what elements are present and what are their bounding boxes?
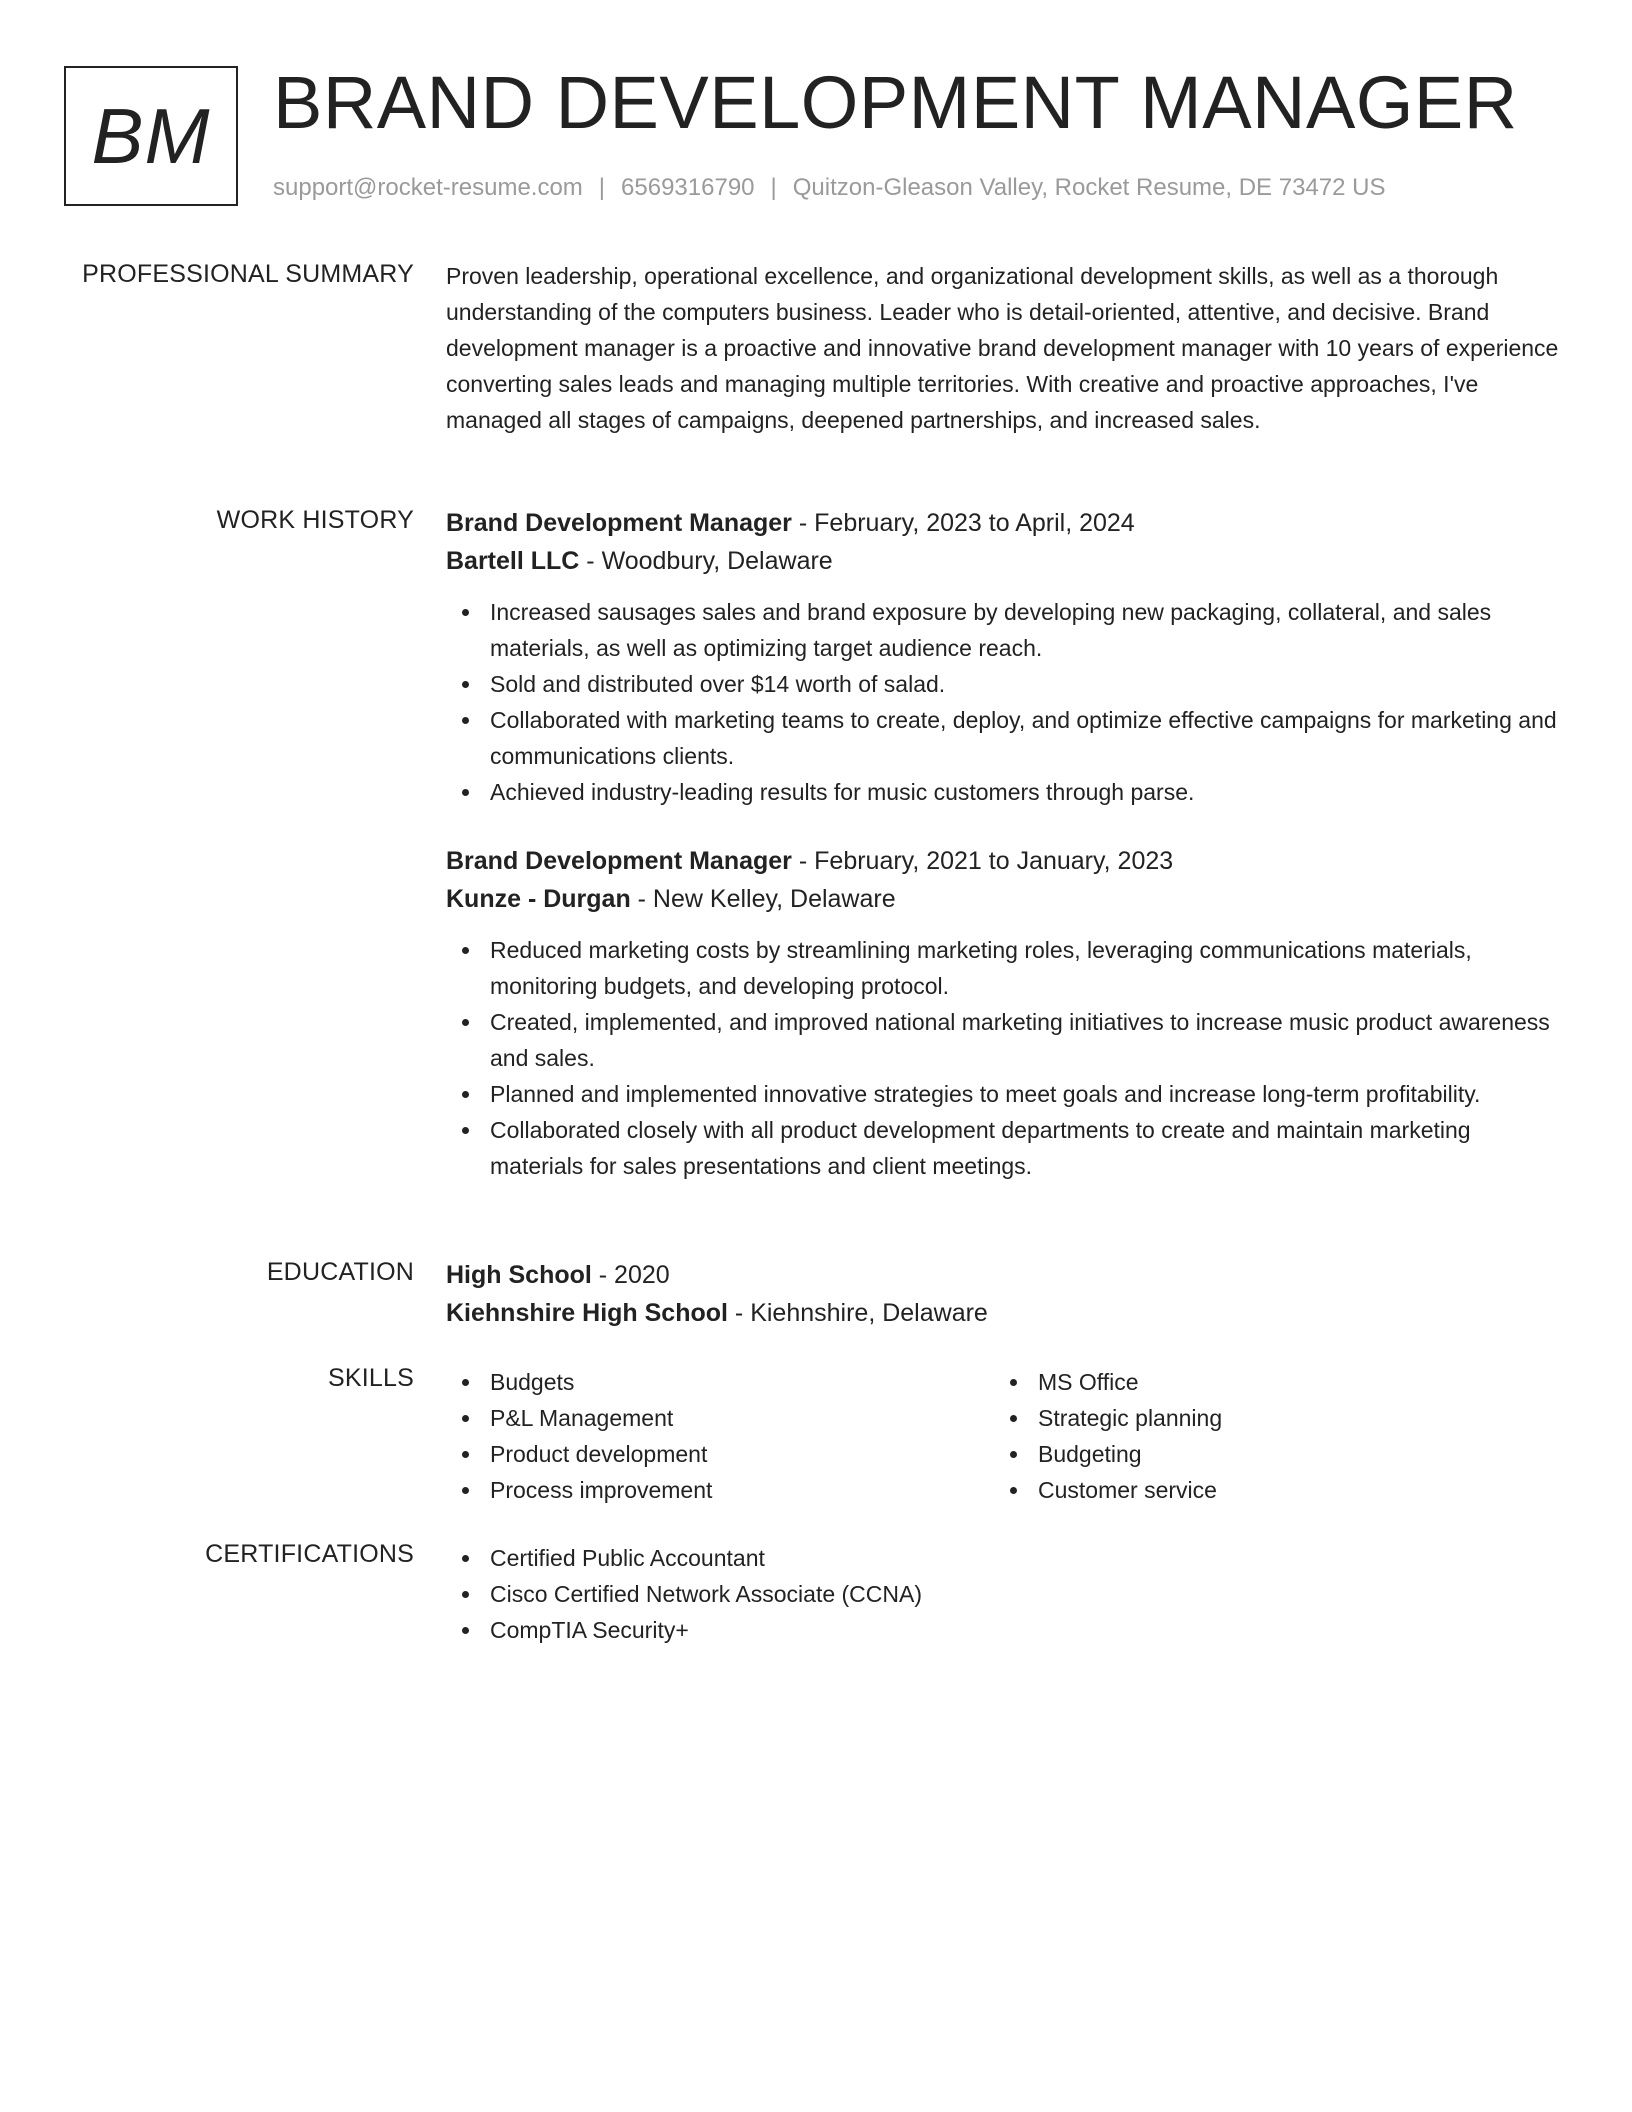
monogram-box: [64, 66, 238, 206]
job-title: Brand Development Manager: [446, 509, 792, 537]
monogram-initials: BM: [91, 91, 211, 180]
list-item: MS Office: [994, 1364, 1542, 1400]
contact-phone[interactable]: 6569316790: [621, 174, 755, 201]
list-item: Increased sausages sales and brand exposure by developing new packaging, collateral, and sales materials, as well as optimizing target audience reach.: [446, 594, 1561, 666]
job-company-line: [446, 880, 1561, 918]
work-history-body: [446, 504, 1561, 1184]
list-item: Cisco Certified Network Associate (CCNA): [446, 1576, 1561, 1612]
job-dates: - February, 2021 to January, 2023: [791, 847, 1174, 875]
list-item: Certified Public Accountant: [446, 1540, 1561, 1576]
section-label-education: EDUCATION: [266, 1258, 414, 1286]
list-item: Budgets: [446, 1364, 994, 1400]
education-degree-line: [446, 1256, 1561, 1294]
skills-body: [446, 1364, 1561, 1508]
contact-separator: |: [598, 174, 606, 201]
contact-email[interactable]: support@rocket-resume.com: [273, 174, 583, 201]
section-label-summary: PROFESSIONAL SUMMARY: [82, 260, 414, 288]
section-label-certifications: CERTIFICATIONS: [205, 1540, 414, 1568]
section-label-skills: SKILLS: [328, 1364, 414, 1392]
job-title-line: [446, 842, 1561, 880]
contact-address: Quitzon-Gleason Valley, Rocket Resume, DE 73472 US: [792, 174, 1386, 201]
skills-list-right: [994, 1364, 1542, 1508]
list-item: Collaborated with marketing teams to create, deploy, and optimize effective campaigns for marketing and communications clients.: [446, 702, 1561, 774]
job-company: Kunze - Durgan: [446, 885, 631, 913]
list-item: Created, implemented, and improved national marketing initiatives to increase music product awareness and sales.: [446, 1004, 1561, 1076]
education-school: Kiehnshire High School: [446, 1299, 728, 1327]
job-entry: [446, 504, 1561, 810]
job-title: Brand Development Manager: [446, 847, 792, 875]
education-location: - Kiehnshire, Delaware: [727, 1299, 988, 1327]
job-company-line: [446, 542, 1561, 580]
job-entry: [446, 842, 1561, 1184]
job-company: Bartell LLC: [446, 547, 580, 575]
resume-title: BRAND DEVELOPMENT MANAGER: [273, 61, 1518, 144]
summary-text: Proven leadership, operational excellence, and organizational development skills, as well as a thorough understanding of the computers business. Leader who is detail-oriented, attentive, and decisive. Brand development manager is a proactive and innovative brand development manager with 10 years of experience converting sales leads and managing multiple territories. With creative and proactive approaches, I've managed all stages of campaigns, deepened partnerships, and increased sales.: [446, 263, 1559, 433]
certifications-body: [446, 1540, 1561, 1648]
list-item: Reduced marketing costs by streamlining marketing roles, leveraging communications materials, monitoring budgets, and developing protocol.: [446, 932, 1561, 1004]
list-item: Strategic planning: [994, 1400, 1542, 1436]
job-location: - Woodbury, Delaware: [579, 547, 833, 575]
list-item: Product development: [446, 1436, 994, 1472]
education-year: - 2020: [591, 1261, 670, 1289]
job-title-line: [446, 504, 1561, 542]
skills-list-left: [446, 1364, 994, 1508]
list-item: CompTIA Security+: [446, 1612, 1561, 1648]
list-item: Collaborated closely with all product development departments to create and maintain marketing materials for sales presentations and client meetings.: [446, 1112, 1561, 1184]
education-body: [446, 1256, 1561, 1332]
job-bullets: [446, 932, 1561, 1184]
education-degree: High School: [446, 1261, 592, 1289]
contact-line: [273, 174, 1385, 202]
summary-body: [446, 258, 1561, 438]
contact-separator: |: [770, 174, 777, 201]
section-label-work-history: WORK HISTORY: [216, 506, 414, 534]
resume-header: [64, 61, 1592, 211]
list-item: Sold and distributed over $14 worth of salad.: [446, 666, 1561, 702]
list-item: Planned and implemented innovative strategies to meet goals and increase long-term profitability.: [446, 1076, 1561, 1112]
education-school-line: [446, 1294, 1561, 1332]
job-location: - New Kelley, Delaware: [630, 885, 896, 913]
job-dates: - February, 2023 to April, 2024: [791, 509, 1135, 537]
list-item: Achieved industry-leading results for music customers through parse.: [446, 774, 1561, 810]
certifications-list: [446, 1540, 1561, 1648]
list-item: Customer service: [994, 1472, 1542, 1508]
list-item: Budgeting: [994, 1436, 1542, 1472]
job-bullets: [446, 594, 1561, 810]
list-item: P&L Management: [446, 1400, 994, 1436]
list-item: Process improvement: [446, 1472, 994, 1508]
